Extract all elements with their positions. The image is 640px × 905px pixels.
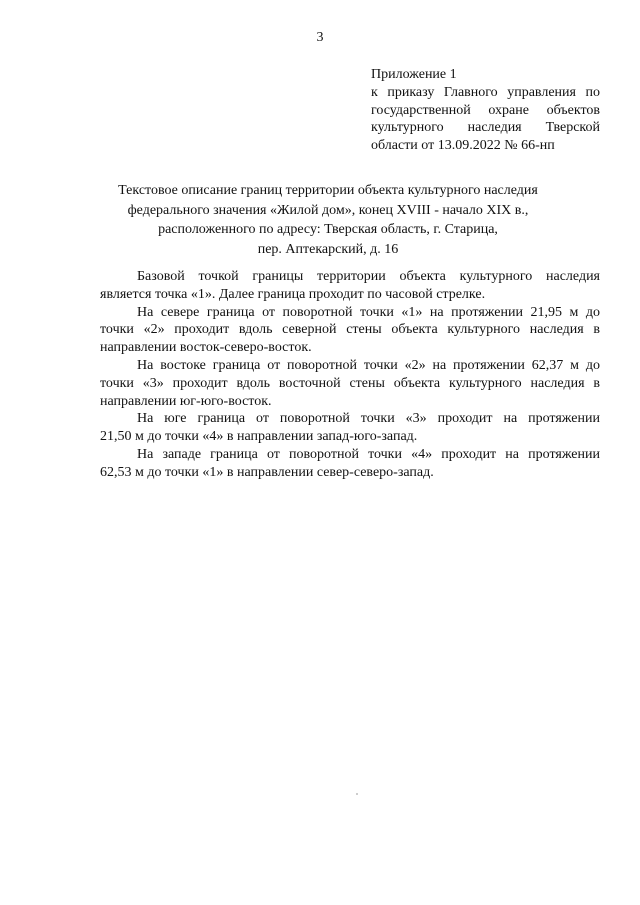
paragraph-line: На юге граница от поворотной точки «3» проходит на протяжении bbox=[137, 411, 600, 427]
title-line: пер. Аптекарский, д. 16 bbox=[257, 241, 399, 257]
appendix-line: области от 13.09.2022 № 66-нп bbox=[371, 138, 555, 154]
paragraph bbox=[100, 410, 600, 446]
paragraph-line: Базовой точкой границы территории объекта культурного наследия bbox=[137, 269, 600, 284]
appendix-line: к приказу Главного управления по bbox=[371, 84, 600, 100]
paragraph-line: На севере граница от поворотной точки «1» на протяжении 21,95 м до bbox=[137, 304, 600, 320]
paragraph-line: точки «2» проходит вдоль северной стены объекта культурного наследия в bbox=[100, 322, 600, 338]
paragraph-line: направлении восток-северо-восток. bbox=[100, 340, 312, 356]
scan-speck bbox=[356, 793, 358, 795]
paragraph-line: 62,53 м до точки «1» в направлении север-северо-запад. bbox=[100, 464, 434, 480]
paragraph-line: является точка «1». Далее граница проходит по часовой стрелке. bbox=[100, 286, 486, 302]
paragraph-line: 21,50 м до точки «4» в направлении запад-юго-запад. bbox=[100, 429, 418, 445]
document-body bbox=[100, 268, 600, 482]
paragraph bbox=[100, 446, 600, 482]
appendix-header bbox=[371, 66, 600, 155]
paragraph-line: На западе граница от поворотной точки «4» проходит на протяжении bbox=[137, 446, 600, 462]
appendix-line: Приложение 1 bbox=[371, 67, 457, 82]
title-line: Текстовое описание границ территории объекта культурного наследия bbox=[118, 183, 538, 198]
paragraph bbox=[100, 304, 600, 357]
paragraph-line: На востоке граница от поворотной точки «2» на протяжении 62,37 м до bbox=[137, 357, 600, 373]
title-line: расположенного по адресу: Тверская область, г. Старица, bbox=[158, 222, 498, 237]
document-title bbox=[100, 181, 556, 259]
appendix-line: государственной охране объектов bbox=[371, 102, 600, 118]
title-line: федерального значения «Жилой дом», конец XVIII - начало XIX в., bbox=[127, 202, 529, 218]
paragraph bbox=[100, 357, 600, 410]
appendix-line: культурного наследия Тверской bbox=[371, 120, 600, 136]
paragraph bbox=[100, 268, 600, 304]
paragraph-line: направлении юг-юго-восток. bbox=[100, 393, 272, 409]
paragraph-line: точки «3» проходит вдоль восточной стены объекта культурного наследия в bbox=[100, 375, 600, 391]
page-number: 3 bbox=[316, 30, 324, 45]
